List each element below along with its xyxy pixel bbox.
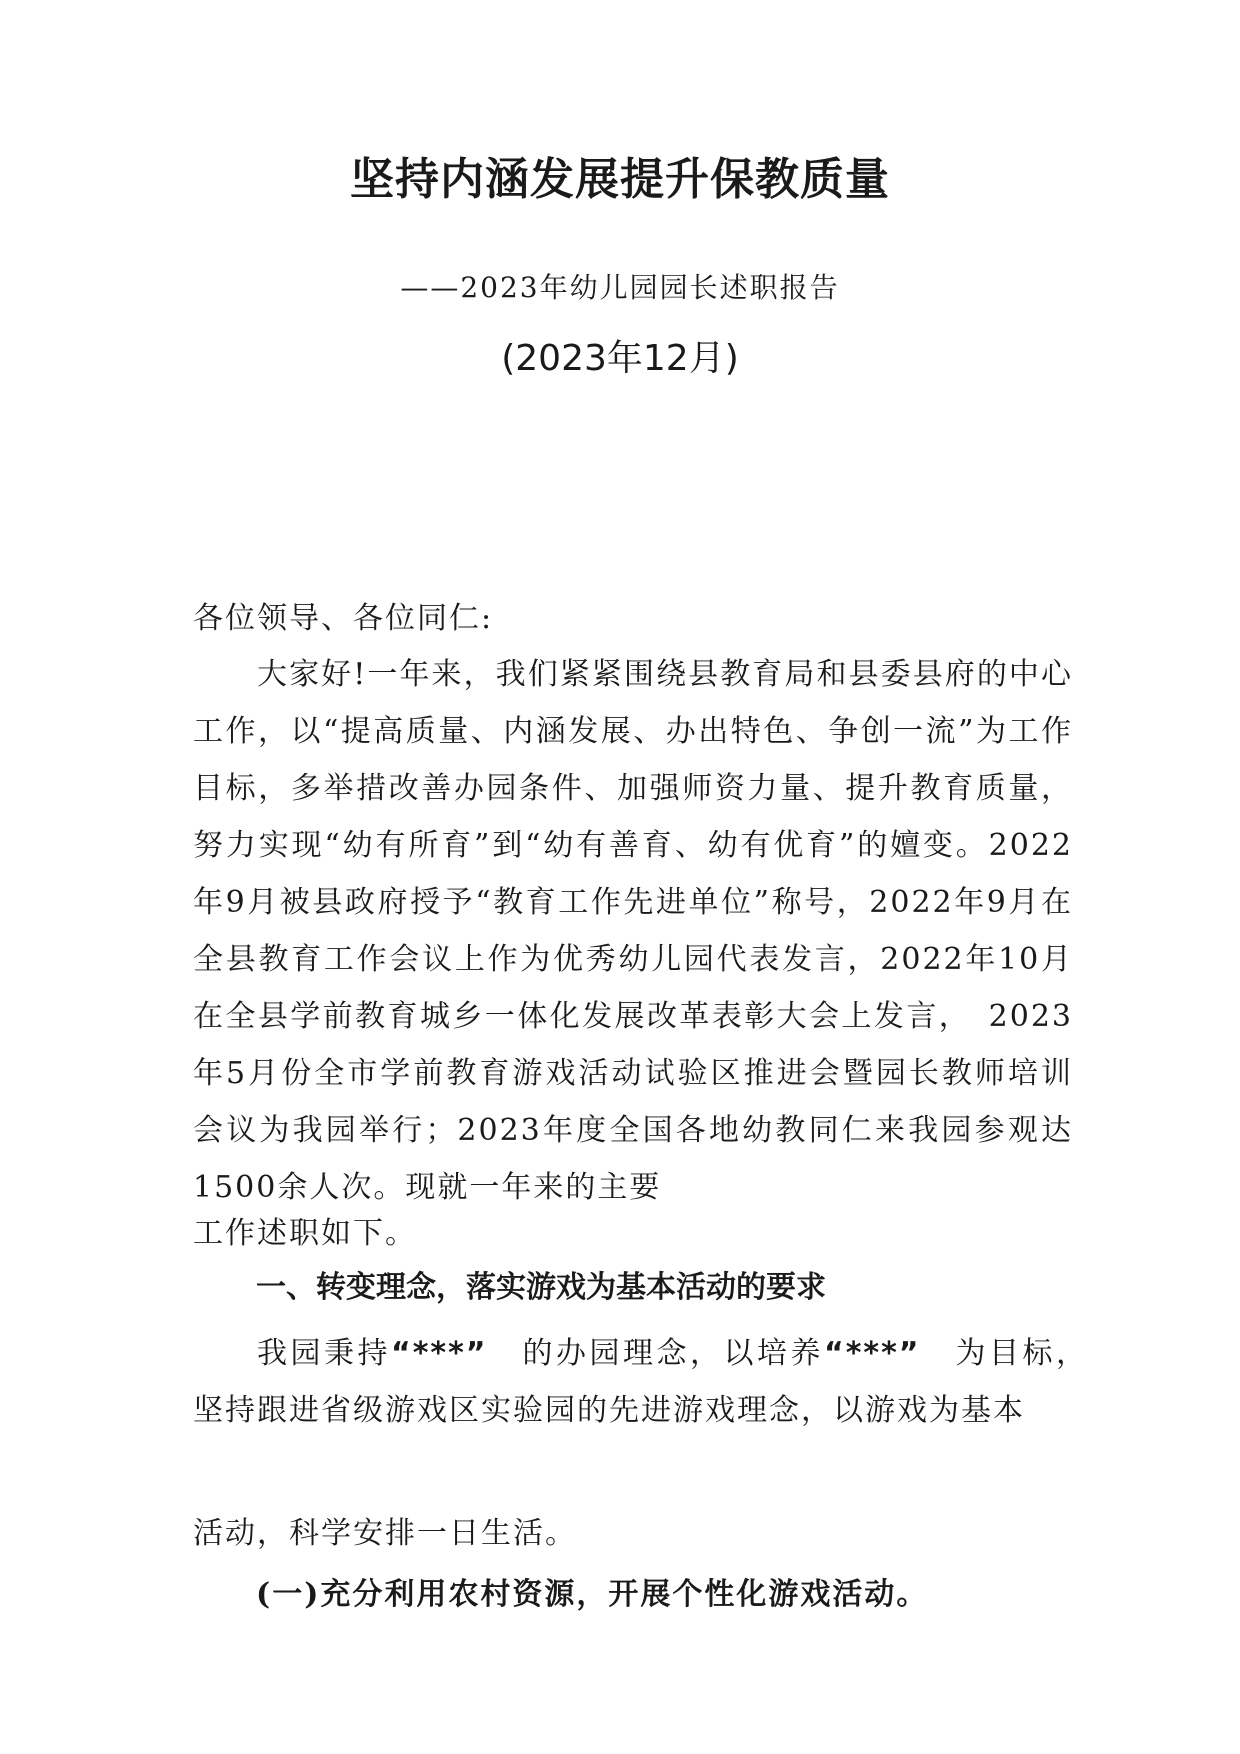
subsection-heading-1: (一)充分利用农村资源，开展个性化游戏活动。 bbox=[256, 1577, 929, 1612]
document-subtitle: ——2023年幼儿园园长述职报告 bbox=[400, 271, 840, 304]
paragraph-section-1-text-b: 的办园理念，以培养 bbox=[487, 1336, 824, 1371]
paragraph-intro-tail: 工作述职如下。 bbox=[193, 1216, 417, 1251]
paragraph-section-1-text-c: 为目标， 坚持跟进省级游戏区实验园的先进游戏理念，以游戏为基本 bbox=[193, 1336, 1105, 1428]
section-heading-1: 一、转变理念，落实游戏为基本活动的要求 bbox=[256, 1270, 826, 1305]
paragraph-section-1 bbox=[193, 1325, 1105, 1439]
paragraph-section-1-text-a: 我园秉持 bbox=[257, 1336, 391, 1371]
quote-motto: “***” bbox=[391, 1336, 488, 1371]
document-title: 坚持内涵发展提升保教质量 bbox=[350, 154, 890, 205]
paragraph-section-1-tail: 活动，科学安排一日生活。 bbox=[193, 1516, 577, 1551]
salutation: 各位领导、各位同仁: bbox=[193, 601, 494, 636]
quote-goal: “***” bbox=[824, 1336, 921, 1371]
paragraph-intro: 大家好!一年来，我们紧紧围绕县教育局和县委县府的中心工作，以“提高质量、内涵发展、办出特色、争创一流”为工作目标，多举措改善办园条件、加强师资力量、提升教育质量，努力实现“幼有所育”到“幼有善育、幼有优育”的嬗变。2022年9月被县政府授予“教育工作先进单位”称号，2022年9月在全县教育工作会议上作为优秀幼儿园代表发言，2022年10月在全县学前教育城乡一体化发展改革表彰大会上发言， 2023年5月份全市学前教育游戏活动试验区推进会暨园长教师培训会议为我园举行；2023年度全国各地幼教同仁来我园参观达1500余人次。现就一年来的主要 bbox=[193, 657, 1073, 1205]
document-date: (2023年12月) bbox=[501, 338, 739, 379]
